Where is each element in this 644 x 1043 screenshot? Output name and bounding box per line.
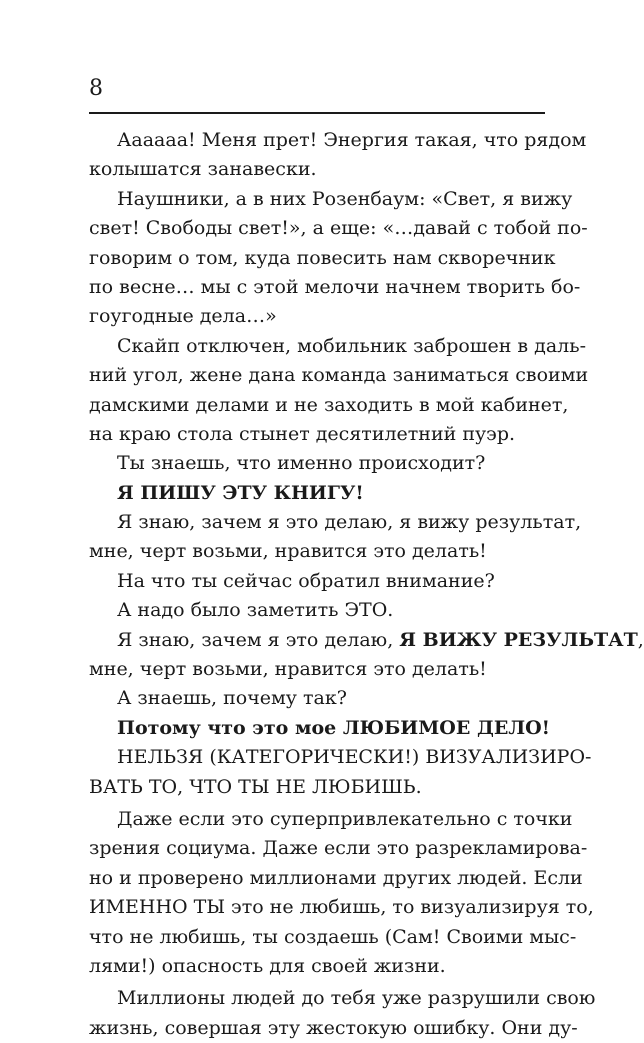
text-line: Скайп отключен, мобильник заброшен в даль- bbox=[117, 334, 587, 357]
text-line: Ты знаешь, что именно происходит? bbox=[117, 452, 486, 475]
text-line: гоугодные дела…» bbox=[89, 305, 277, 328]
bold-segment: Я ВИЖУ РЕЗУЛЬТАТ bbox=[399, 628, 638, 651]
text-line: ний угол, жене дана команда заниматься своими bbox=[89, 364, 589, 387]
text-line: На что ты сейчас обратил внимание? bbox=[117, 569, 495, 592]
text-line: А надо было заметить ЭТО. bbox=[117, 599, 394, 622]
text-line: НЕЛЬЗЯ (КАТЕГОРИЧЕСКИ!) ВИЗУАЛИЗИРО- bbox=[117, 746, 592, 769]
text-line: Даже если это суперпривлекательно с точки bbox=[117, 807, 573, 830]
body-text bbox=[89, 126, 644, 1043]
text-line: Я знаю, зачем я это делаю, я вижу результат, bbox=[117, 511, 582, 534]
text-line: говорим о том, куда повесить нам скворечник bbox=[89, 246, 556, 269]
text-line: Аааааа! Меня прет! Энергия такая, что рядом bbox=[117, 129, 587, 151]
text-line: зрения социума. Даже если это разрекламирова- bbox=[89, 837, 588, 860]
text-line: Я ПИШУ ЭТУ КНИГУ! bbox=[117, 481, 364, 504]
text-line: мне, черт возьми, нравится это делать! bbox=[89, 540, 487, 563]
text-line bbox=[89, 626, 644, 655]
text-line: Потому что это мое ЛЮБИМОЕ ДЕЛО! bbox=[117, 716, 551, 739]
text-line: мне, черт возьми, нравится это делать! bbox=[89, 658, 487, 681]
text-line: Наушники, а в них Розенбаум: «Свет, я вижу bbox=[117, 187, 573, 210]
text-line: по весне… мы с этой мелочи начнем творить бо- bbox=[89, 275, 581, 298]
text-line: ВАТЬ ТО, ЧТО ТЫ НЕ ЛЮБИШЬ. bbox=[89, 775, 422, 798]
text-line: А знаешь, почему так? bbox=[117, 687, 347, 710]
text-segment: Я знаю, зачем я это делаю, bbox=[117, 628, 400, 651]
text-line: свет! Свободы свет!», а еще: «…давай с тобой по- bbox=[89, 217, 588, 240]
header-rule bbox=[89, 112, 545, 114]
text-line: но и проверено миллионами других людей. Если bbox=[89, 866, 583, 889]
text-line: колышатся занавески. bbox=[89, 158, 317, 181]
text-line: лями!) опасность для своей жизни. bbox=[89, 954, 446, 977]
text-line: дамскими делами и не заходить в мой кабинет, bbox=[89, 393, 569, 416]
text-line: жизнь, совершая эту жестокую ошибку. Они ду- bbox=[89, 1016, 578, 1039]
text-segment: , bbox=[637, 628, 644, 651]
text-line: что не любишь, ты создаешь (Сам! Своими мыс- bbox=[89, 925, 577, 948]
text-line: на краю стола стынет десятилетний пуэр. bbox=[89, 422, 516, 445]
text-line: Миллионы людей до тебя уже разрушили свою bbox=[117, 987, 596, 1010]
page-number: 8 bbox=[89, 76, 103, 101]
text-line: ИМЕННО ТЫ это не любишь, то визуализируя то, bbox=[89, 896, 594, 919]
